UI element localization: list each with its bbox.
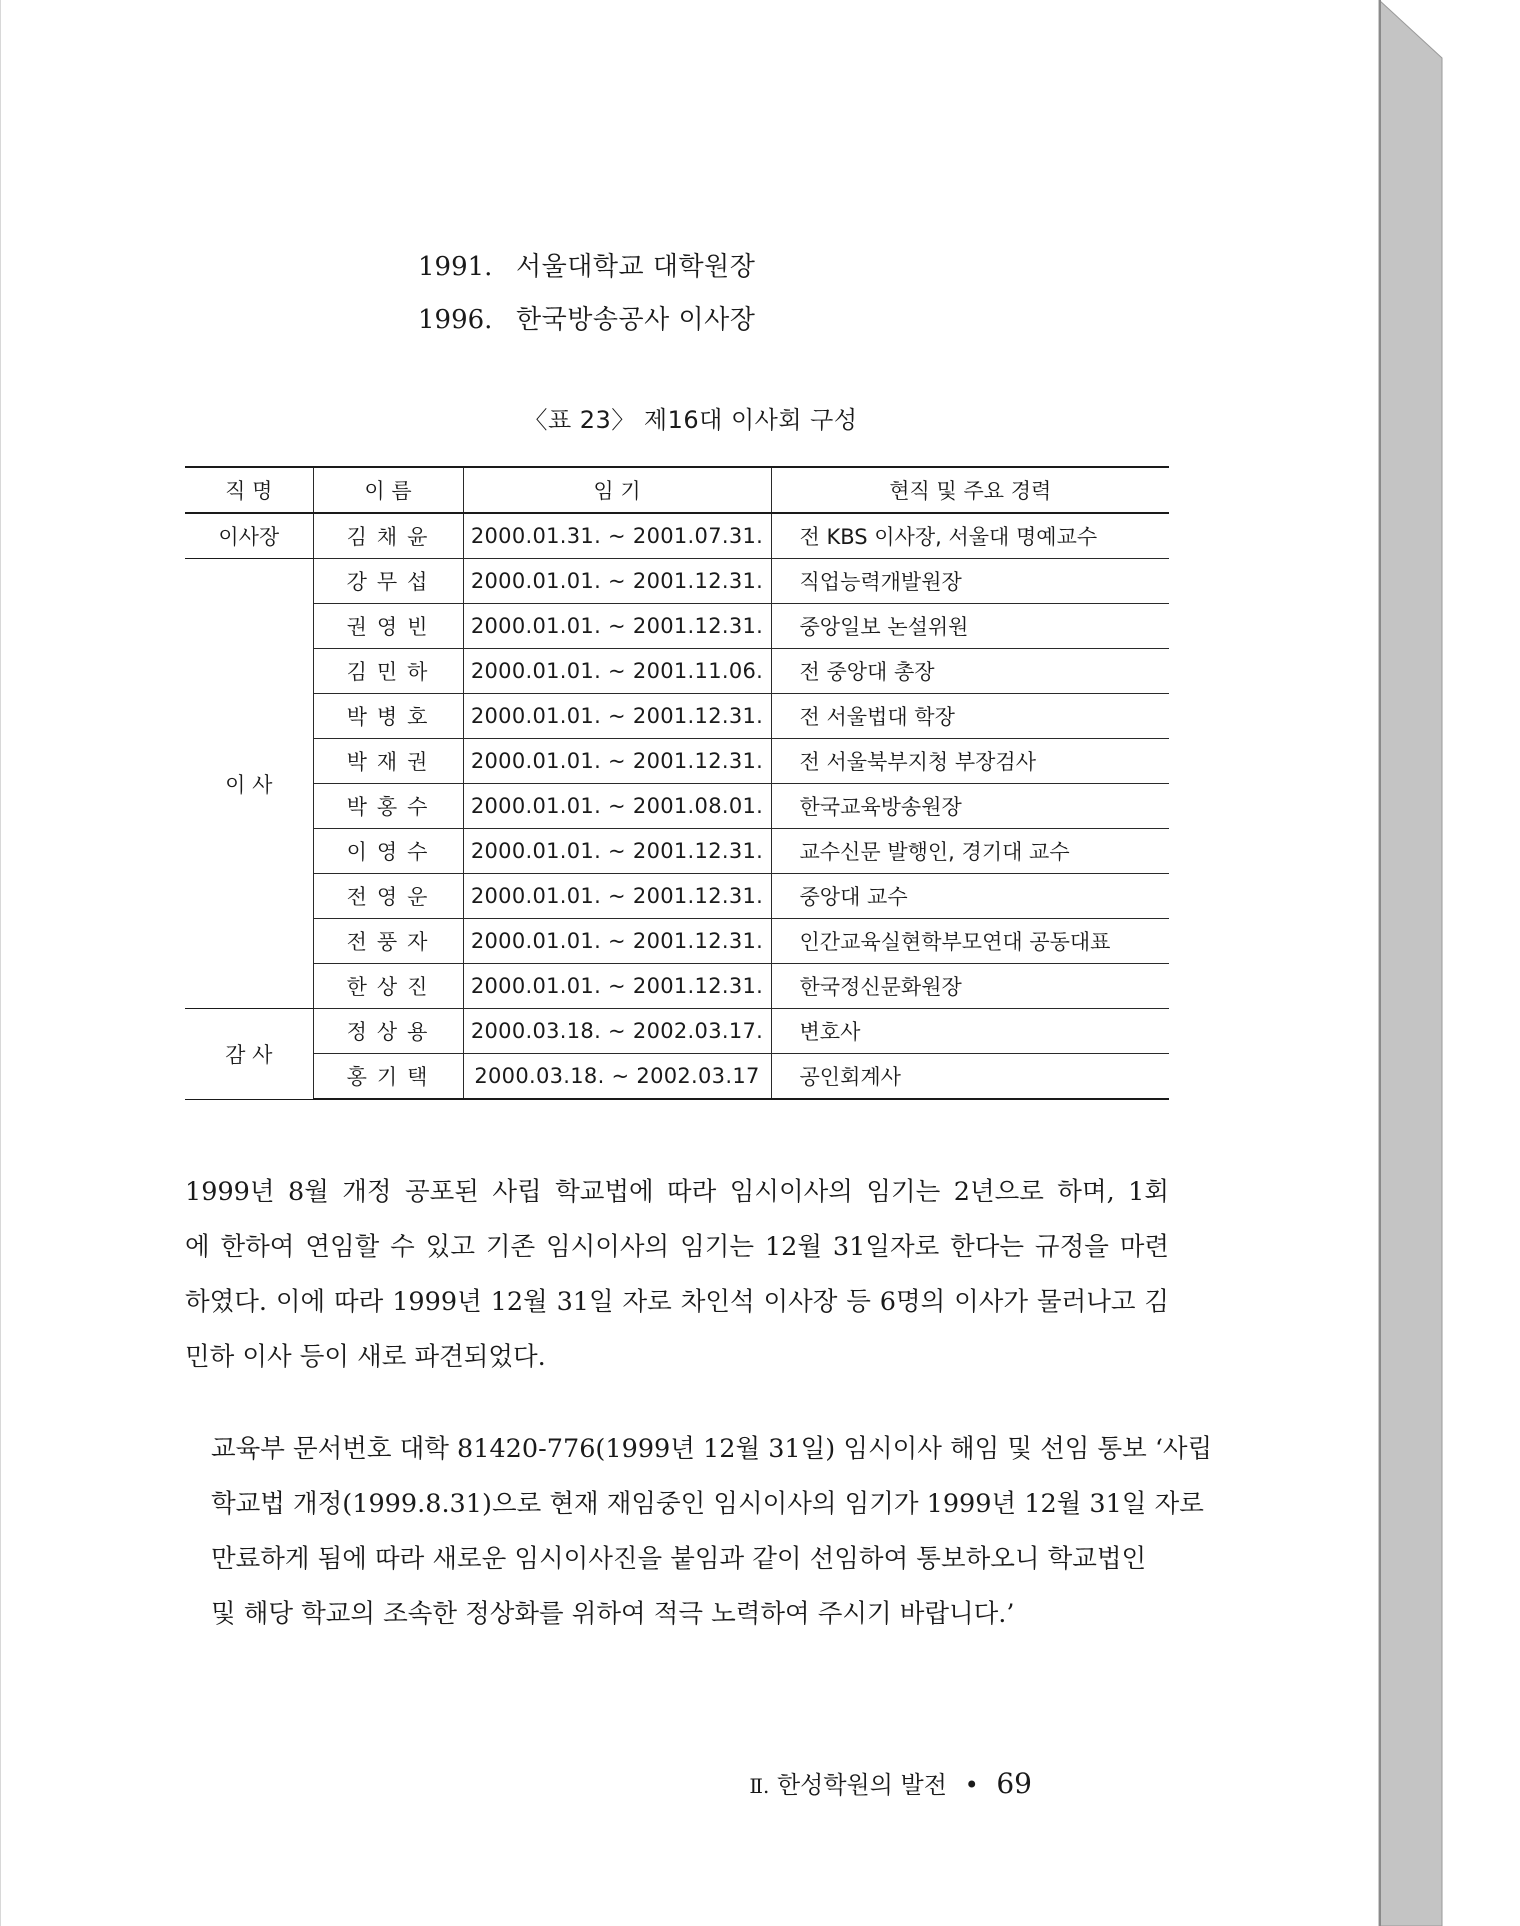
header-position: 직 명	[185, 467, 313, 513]
cell-career: 공인회계사	[771, 1054, 1169, 1100]
cell-term: 2000.03.18. ~ 2002.03.17.	[463, 1009, 771, 1054]
cell-career: 전 중앙대 총장	[771, 649, 1169, 694]
footer-section: Ⅱ.	[749, 1774, 770, 1798]
header-term: 임 기	[463, 467, 771, 513]
paragraph-1	[185, 1165, 1169, 1385]
table-row	[185, 694, 1169, 739]
cell-career: 중앙대 교수	[771, 874, 1169, 919]
cell-name: 김민하	[313, 649, 463, 694]
cell-term: 2000.01.01. ~ 2001.12.31.	[463, 559, 771, 604]
bullet-icon: •	[964, 1771, 979, 1799]
cell-term: 2000.01.01. ~ 2001.12.31.	[463, 694, 771, 739]
cell-career: 전 서울법대 학장	[771, 694, 1169, 739]
cell-career: 직업능력개발원장	[771, 559, 1169, 604]
cell-term: 2000.01.01. ~ 2001.12.31.	[463, 919, 771, 964]
table-row	[185, 604, 1169, 649]
table-row	[185, 964, 1169, 1009]
cell-name: 전풍자	[313, 919, 463, 964]
table-row	[185, 784, 1169, 829]
paragraph-line: 하였다. 이에 따라 1999년 12월 31일 자로 차인석 이사장 등 6명의 이사가 물러나고 김	[185, 1287, 1169, 1317]
table-caption: 〈표 23〉 제16대 이사회 구성	[523, 406, 858, 434]
cell-career: 중앙일보 논설위원	[771, 604, 1169, 649]
table-row	[185, 874, 1169, 919]
footer-title: 한성학원의 발전	[777, 1771, 947, 1799]
career-desc: 한국방송공사 이사장	[516, 305, 756, 335]
table-row	[185, 649, 1169, 694]
cell-name: 박재권	[313, 739, 463, 784]
paragraph-line: 에 한하여 연임할 수 있고 기존 임시이사의 임기는 12월 31일자로 한다는 규정을 마련	[185, 1232, 1169, 1262]
table-row	[185, 739, 1169, 784]
board-table	[185, 466, 1169, 1100]
cell-name: 김채윤	[313, 513, 463, 559]
cell-career: 교수신문 발행인, 경기대 교수	[771, 829, 1169, 874]
career-year: 1996.	[418, 305, 493, 335]
page-number: 69	[996, 1767, 1032, 1800]
cell-term: 2000.01.01. ~ 2001.12.31.	[463, 604, 771, 649]
table-row	[185, 1009, 1169, 1054]
table-row	[185, 513, 1169, 559]
cell-term: 2000.03.18. ~ 2002.03.17	[463, 1054, 771, 1100]
career-line	[418, 299, 755, 336]
career-line	[418, 246, 755, 283]
table-row	[185, 559, 1169, 604]
table-row	[185, 1054, 1169, 1100]
cell-term: 2000.01.01. ~ 2001.12.31.	[463, 739, 771, 784]
cell-term: 2000.01.01. ~ 2001.12.31.	[463, 964, 771, 1009]
cell-career: 한국정신문화원장	[771, 964, 1169, 1009]
cell-name: 전영운	[313, 874, 463, 919]
cell-position: 이사장	[185, 513, 313, 559]
cell-career: 전 서울북부지청 부장검사	[771, 739, 1169, 784]
cell-career: 변호사	[771, 1009, 1169, 1054]
table-row	[185, 829, 1169, 874]
cell-name: 박병호	[313, 694, 463, 739]
cell-name: 한상진	[313, 964, 463, 1009]
cell-career: 인간교육실현학부모연대 공동대표	[771, 919, 1169, 964]
cell-career: 전 KBS 이사장, 서울대 명예교수	[771, 513, 1169, 559]
cell-name: 강무섭	[313, 559, 463, 604]
cell-name: 정상용	[313, 1009, 463, 1054]
career-year: 1991.	[418, 252, 493, 282]
cell-term: 2000.01.31. ~ 2001.07.31.	[463, 513, 771, 559]
table-header-row	[185, 467, 1169, 513]
career-desc: 서울대학교 대학원장	[516, 252, 756, 282]
table-row	[185, 919, 1169, 964]
paragraph-line: 교육부 문서번호 대학 81420-776(1999년 12월 31일) 임시이사 해임 및 선임 통보 ‘사립	[211, 1434, 1213, 1464]
header-name: 이 름	[313, 467, 463, 513]
cell-career: 한국교육방송원장	[771, 784, 1169, 829]
cell-term: 2000.01.01. ~ 2001.08.01.	[463, 784, 771, 829]
page-footer	[749, 1765, 1032, 1800]
cell-term: 2000.01.01. ~ 2001.11.06.	[463, 649, 771, 694]
paragraph-line: 1999년 8월 개정 공포된 사립 학교법에 따라 임시이사의 임기는 2년으로 하며, 1회	[185, 1177, 1169, 1207]
cell-position: 이 사	[185, 559, 313, 1009]
cell-name: 박홍수	[313, 784, 463, 829]
paragraph-line: 민하 이사 등이 새로 파견되었다.	[185, 1342, 546, 1372]
cell-name: 홍기택	[313, 1054, 463, 1100]
paragraph-line: 및 해당 학교의 조속한 정상화를 위하여 적극 노력하여 주시기 바랍니다.’	[211, 1599, 1015, 1629]
paragraph-2	[211, 1422, 1213, 1642]
paragraph-line: 학교법 개정(1999.8.31)으로 현재 재임중인 임시이사의 임기가 1999년 12월 31일 자로	[211, 1489, 1204, 1519]
paragraph-line: 만료하게 됨에 따라 새로운 임시이사진을 붙임과 같이 선임하여 통보하오니 학교법인	[211, 1544, 1147, 1574]
cell-term: 2000.01.01. ~ 2001.12.31.	[463, 874, 771, 919]
header-career: 현직 및 주요 경력	[771, 467, 1169, 513]
cell-name: 이영수	[313, 829, 463, 874]
cell-name: 권영빈	[313, 604, 463, 649]
cell-term: 2000.01.01. ~ 2001.12.31.	[463, 829, 771, 874]
cell-position: 감 사	[185, 1009, 313, 1100]
